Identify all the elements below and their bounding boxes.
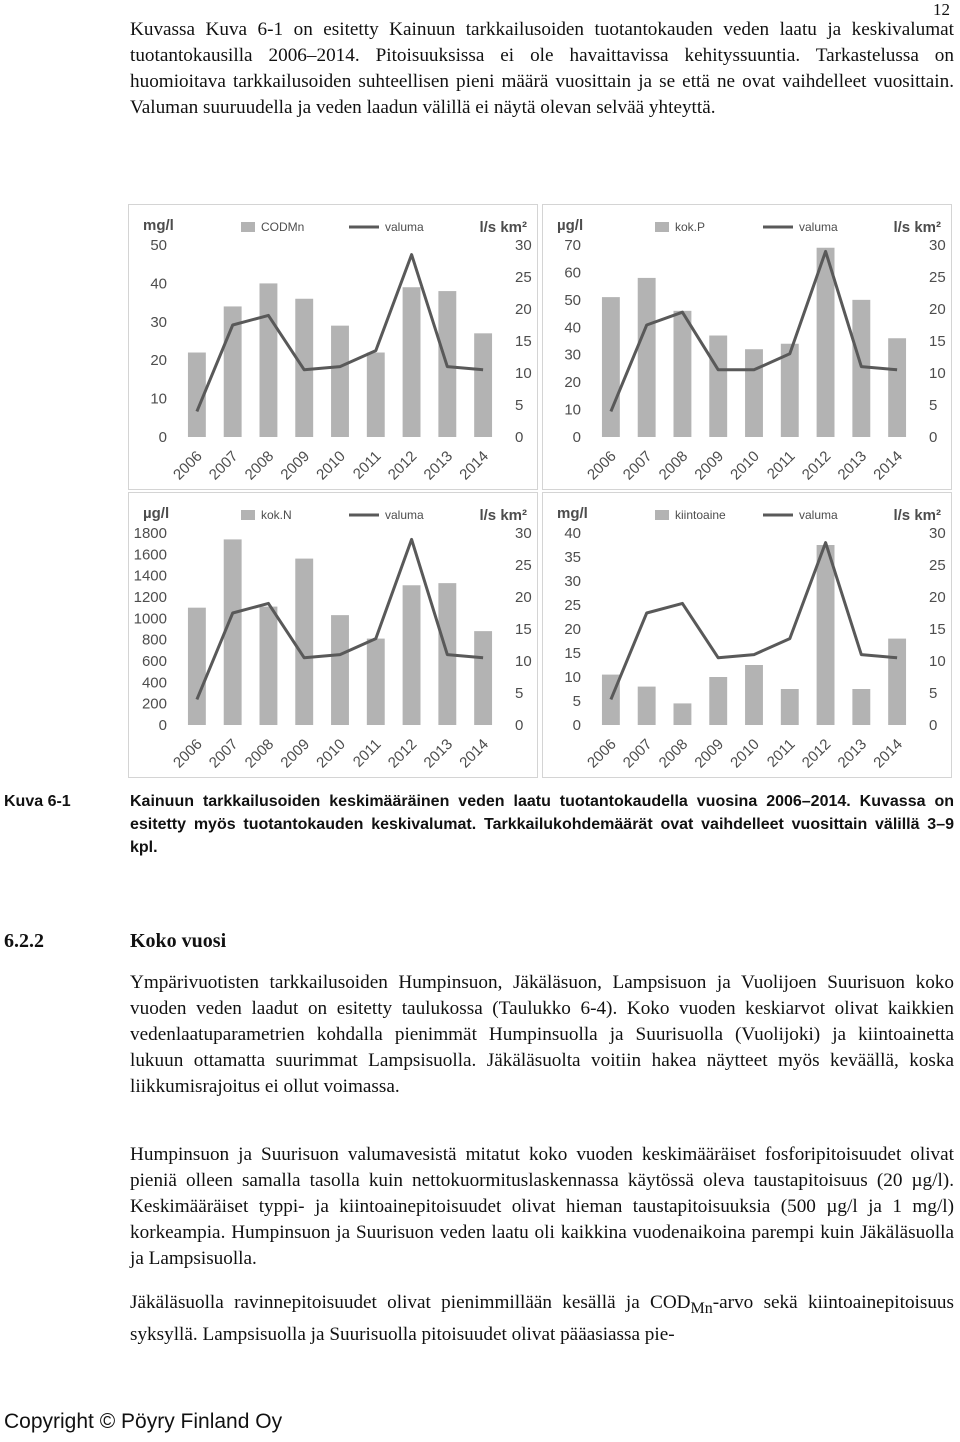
x-tick-label: 2011 <box>349 735 385 771</box>
x-tick-label: 2009 <box>277 735 314 772</box>
legend-line-label: valuma <box>799 508 838 522</box>
y-right-tick-label: 25 <box>515 269 532 286</box>
y-tick-label: 30 <box>150 313 167 331</box>
bar <box>674 311 692 437</box>
bar <box>474 631 492 725</box>
y-axis-unit-label: mg/l <box>143 217 174 234</box>
copyright-notice: Copyright © Pöyry Finland Oy <box>4 1410 283 1433</box>
y-right-tick-label: 20 <box>515 301 532 318</box>
bar <box>781 689 799 725</box>
y-tick-label: 30 <box>564 346 581 364</box>
bar <box>260 607 278 725</box>
y-tick-label: 30 <box>564 573 581 590</box>
x-tick-label: 2006 <box>170 447 206 484</box>
bar <box>403 287 421 437</box>
y-tick-label: 10 <box>564 669 581 686</box>
y-tick-label: 200 <box>141 695 167 713</box>
intro-paragraph: Kuvassa Kuva 6-1 on esitetty Kainuun tarkkailusoiden tuotantokauden veden laatu ja keskivalumat tuotantokausilla 2006–2014. Pitoisuuksissa ei ole havaittavissa kehityssuuntia. Tarkastelussa on huomioitava tarkkailusoiden suhteellisen pieni määrä vuosittain ja se että ne ovat vaihdelleet vuosittain. Valuman suuruudella ja veden laadun välillä ei näytä olevan selvää yhteyttä. <box>130 19 954 118</box>
y-tick-label: 0 <box>572 429 581 446</box>
bar <box>888 639 906 725</box>
legend-bar-label: kok.P <box>675 220 706 234</box>
x-tick-label: 2013 <box>834 447 871 484</box>
x-tick-label: 2009 <box>691 735 728 772</box>
y-tick-label: 600 <box>141 653 167 670</box>
legend-line-label: valuma <box>385 508 424 522</box>
bar <box>888 338 906 437</box>
y-axis-unit-label: µg/l <box>143 505 170 522</box>
figure-caption-label: Kuva 6-1 <box>4 793 71 810</box>
bar <box>331 615 349 725</box>
x-tick-label: 2014 <box>456 447 492 484</box>
y-right-tick-label: 20 <box>515 589 532 606</box>
bar <box>709 677 727 725</box>
x-tick-label: 2013 <box>420 735 457 772</box>
chart-kiintoaine-svg <box>543 493 953 779</box>
x-tick-label: 2010 <box>313 735 349 772</box>
legend-bar-swatch <box>241 510 255 520</box>
x-tick-label: 2008 <box>241 447 278 484</box>
bar <box>295 559 313 725</box>
chart-kokn-svg <box>129 493 539 779</box>
y-right-tick-label: 25 <box>929 557 946 574</box>
y-tick-label: 50 <box>564 291 581 309</box>
x-tick-label: 2010 <box>727 735 763 772</box>
x-tick-label: 2014 <box>870 735 906 772</box>
x-tick-label: 2013 <box>834 735 871 772</box>
bar <box>260 283 278 437</box>
x-tick-label: 2011 <box>763 447 799 483</box>
bar <box>331 326 349 437</box>
bar <box>745 665 763 725</box>
y-right-tick-label: 15 <box>515 621 532 638</box>
body-paragraph-2: Humpinsuon ja Suurisuon valumavesistä mitatut koko vuoden keskimääräiset fosforipitoisuudet olivat pieniä olleen samalla tasolla kuin nettokuormituslaskennassa käytössä oleva taustapitoisuus (20 µg/l). Keskimääräiset typpi- ja kiintoainepitoisuudet olivat hieman taustapitoisuuksia (500 µg/l ja 1 mg/l) korkeampia. Humpinsuon ja Suurisuon veden laatu oli kaikkina vuodenaikoina parempi kuin Jäkäläsuolla ja Lampsisuolla. <box>130 1144 954 1269</box>
chart-codmn <box>128 204 538 490</box>
y-tick-label: 25 <box>564 597 581 614</box>
bar <box>367 639 385 725</box>
legend-bar-label: kok.N <box>261 508 292 522</box>
chart-kiintoaine <box>542 492 952 778</box>
legend-bar-label: CODMn <box>261 220 305 234</box>
bar <box>817 545 835 725</box>
y-tick-label: 20 <box>564 374 581 392</box>
y-right-tick-label: 0 <box>929 717 938 734</box>
legend-line-label: valuma <box>799 220 838 234</box>
x-tick-label: 2007 <box>205 735 242 772</box>
x-tick-label: 2011 <box>349 447 385 483</box>
y-tick-label: 1600 <box>133 546 167 564</box>
y-tick-label: 1000 <box>133 610 167 628</box>
figure-caption-text: Kainuun tarkkailusoiden keskimääräinen veden laatu tuotantokaudella vuosina 2006–2014. Kuvassa on esitetty myös tuotantokauden keskivalumat. Tarkkailukohdemäärät ovat vaihdelleet vuosittain välillä 3–9 kpl. <box>130 793 954 856</box>
y-tick-label: 0 <box>158 717 167 734</box>
bar <box>674 703 692 725</box>
x-tick-label: 2009 <box>277 447 314 484</box>
y-right-tick-label: 25 <box>929 269 946 286</box>
chart-codmn-svg <box>129 205 539 491</box>
bar <box>745 349 763 437</box>
y-right-tick-label: 30 <box>515 237 532 254</box>
y-tick-label: 35 <box>564 549 581 566</box>
y-axis-unit-label: mg/l <box>557 505 588 522</box>
x-tick-label: 2006 <box>584 735 620 772</box>
bar <box>638 687 656 725</box>
x-tick-label: 2006 <box>584 447 620 484</box>
y-right-tick-label: 20 <box>929 301 946 318</box>
legend-line-label: valuma <box>385 220 424 234</box>
section-title: Koko vuosi <box>130 930 227 952</box>
y-axis-right-unit-label: l/s km² <box>893 219 941 236</box>
y-tick-label: 10 <box>564 401 581 419</box>
x-tick-label: 2006 <box>170 735 206 772</box>
y-right-tick-label: 10 <box>515 365 532 382</box>
y-tick-label: 800 <box>141 631 167 649</box>
paragraph-3-end: -arvo sekä kiintoainepitoisuus syksyllä. Lampsisuolla ja Suurisuolla pitoisuudet olivat pääasiassa pie- <box>130 1292 954 1345</box>
y-tick-label: 1200 <box>133 589 167 606</box>
y-right-tick-label: 30 <box>515 525 532 542</box>
x-tick-label: 2007 <box>205 447 242 484</box>
bar <box>403 585 421 725</box>
x-tick-label: 2010 <box>313 447 349 484</box>
x-tick-label: 2009 <box>691 447 728 484</box>
y-tick-label: 20 <box>564 621 581 638</box>
y-right-tick-label: 15 <box>929 621 946 638</box>
y-right-tick-label: 5 <box>515 397 524 414</box>
y-tick-label: 70 <box>564 237 581 254</box>
y-right-tick-label: 25 <box>515 557 532 574</box>
x-tick-label: 2007 <box>619 735 656 772</box>
legend-bar-swatch <box>655 510 669 520</box>
chart-kokp-svg <box>543 205 953 491</box>
y-right-tick-label: 5 <box>929 685 938 702</box>
y-right-tick-label: 15 <box>515 333 532 350</box>
body-paragraph-3 <box>130 1290 954 1348</box>
x-tick-label: 2014 <box>456 735 492 772</box>
chart-kokn <box>128 492 538 778</box>
legend-bar-swatch <box>241 222 255 232</box>
y-right-tick-label: 5 <box>929 397 938 414</box>
y-tick-label: 0 <box>158 429 167 446</box>
y-right-tick-label: 10 <box>929 365 946 382</box>
y-axis-right-unit-label: l/s km² <box>479 219 527 236</box>
bar <box>474 333 492 437</box>
x-tick-label: 2012 <box>798 735 835 772</box>
y-tick-label: 40 <box>564 525 581 542</box>
bar <box>367 353 385 437</box>
bar <box>709 336 727 437</box>
y-right-tick-label: 10 <box>515 653 532 670</box>
bar <box>602 297 620 437</box>
y-axis-unit-label: µg/l <box>557 217 584 234</box>
x-tick-label: 2012 <box>384 735 421 772</box>
y-tick-label: 5 <box>572 693 581 710</box>
y-tick-label: 50 <box>150 237 167 254</box>
y-axis-right-unit-label: l/s km² <box>893 507 941 524</box>
bar <box>852 689 870 725</box>
y-right-tick-label: 15 <box>929 333 946 350</box>
y-right-tick-label: 20 <box>929 589 946 606</box>
bar <box>638 278 656 437</box>
y-right-tick-label: 5 <box>515 685 524 702</box>
section-number: 6.2.2 <box>4 930 44 952</box>
bar <box>188 608 206 725</box>
y-right-tick-label: 30 <box>929 237 946 254</box>
x-tick-label: 2007 <box>619 447 656 484</box>
x-tick-label: 2008 <box>241 735 278 772</box>
figure-charts <box>128 204 954 780</box>
y-right-tick-label: 10 <box>929 653 946 670</box>
legend-bar-label: kiintoaine <box>675 508 726 522</box>
y-right-tick-label: 30 <box>929 525 946 542</box>
y-right-tick-label: 0 <box>929 429 938 446</box>
y-tick-label: 0 <box>572 717 581 734</box>
x-tick-label: 2013 <box>420 447 457 484</box>
y-tick-label: 20 <box>150 352 167 370</box>
x-tick-label: 2011 <box>763 735 799 771</box>
y-right-tick-label: 0 <box>515 429 524 446</box>
bar <box>224 539 242 725</box>
x-tick-label: 2012 <box>384 447 421 484</box>
paragraph-3-start: Jäkäläsuolla ravinnepitoisuudet olivat pienimmillään kesällä ja COD <box>130 1292 691 1313</box>
y-tick-label: 10 <box>150 390 167 408</box>
x-tick-label: 2012 <box>798 447 835 484</box>
y-tick-label: 1400 <box>133 567 167 585</box>
legend-bar-swatch <box>655 222 669 232</box>
body-paragraph-1: Ympärivuotisten tarkkailusoiden Humpinsuon, Jäkäläsuon, Lampsisuon ja Vuolijoen Suurisuon koko vuoden veden laadut on esitetty taulukossa (Taulukko 6-4). Koko vuoden keskiarvot olivat kaikkien vedenlaatuparametrien kohdalla pienimmät Humpinsuolla ja Suurisuolla (Vuolijoki) ja kiintoainetta lukuun ottamatta suurimmat Lampsisuolla. Jäkäläsuolta voitiin hakea näytteet myös keväällä, koska liikkumisrajoitus ei ollut voimassa. <box>130 972 954 1097</box>
y-axis-right-unit-label: l/s km² <box>479 507 527 524</box>
y-tick-label: 40 <box>150 275 167 293</box>
y-tick-label: 15 <box>564 645 581 662</box>
x-tick-label: 2008 <box>655 735 692 772</box>
x-tick-label: 2010 <box>727 447 763 484</box>
paragraph-3-subscript: Mn <box>690 1299 713 1317</box>
y-tick-label: 60 <box>564 264 581 282</box>
y-tick-label: 40 <box>564 319 581 337</box>
chart-kokp <box>542 204 952 490</box>
page-number: 12 <box>933 0 950 19</box>
x-tick-label: 2008 <box>655 447 692 484</box>
x-tick-label: 2014 <box>870 447 906 484</box>
y-right-tick-label: 0 <box>515 717 524 734</box>
y-tick-label: 400 <box>141 674 167 692</box>
y-tick-label: 1800 <box>133 525 167 542</box>
